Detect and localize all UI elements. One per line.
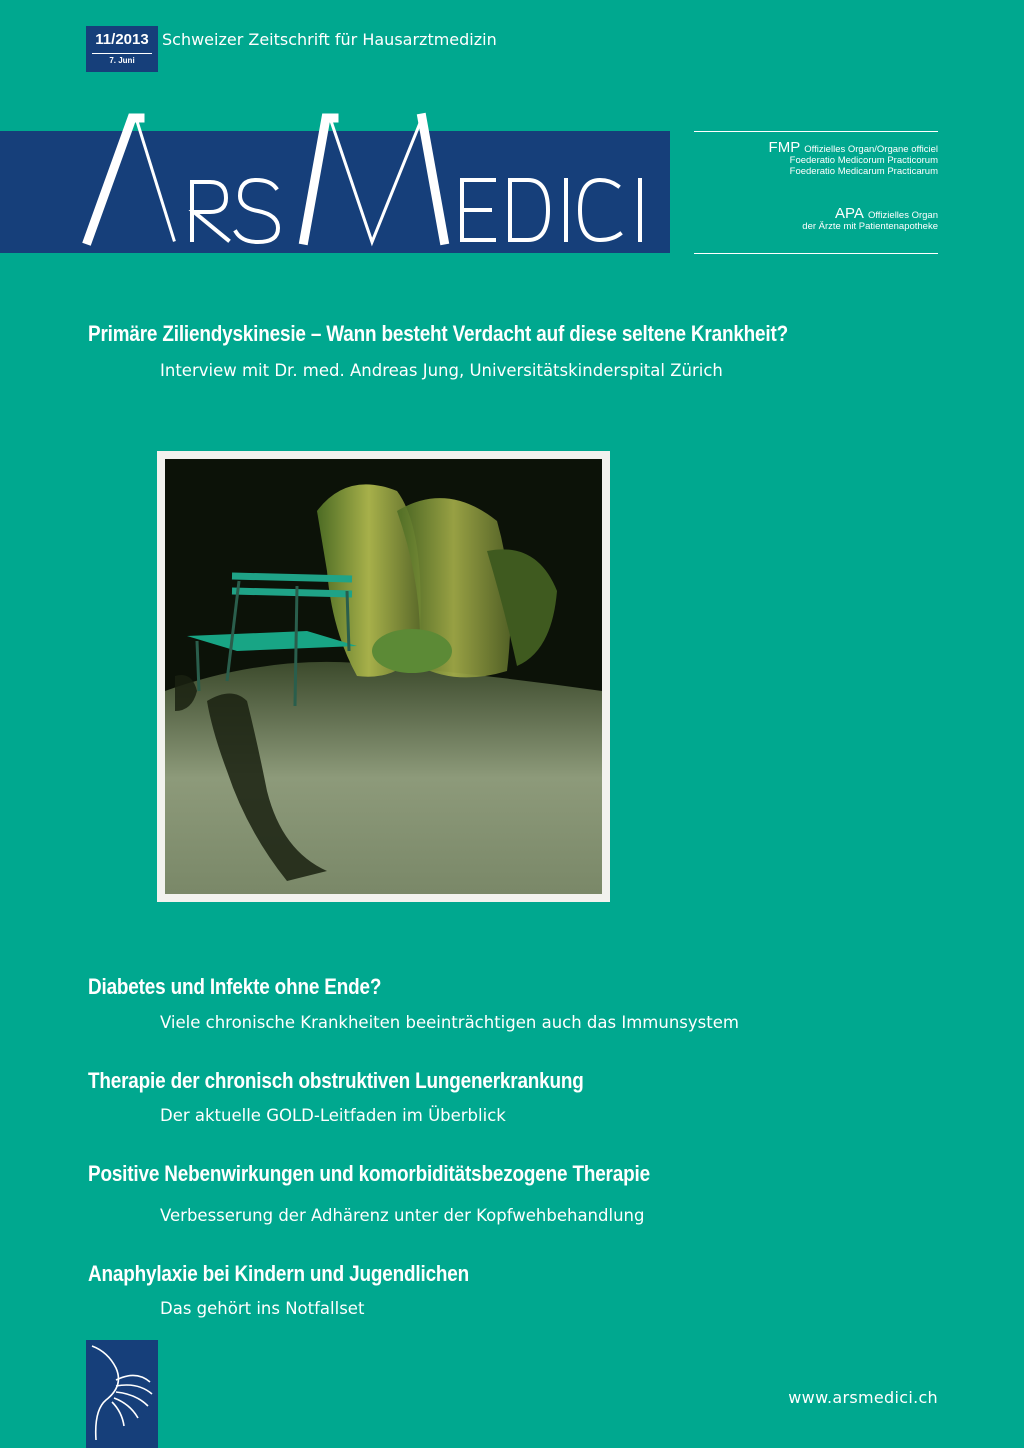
website-link[interactable]: www.arsmedici.ch [788, 1388, 938, 1407]
article-subtitle: Der aktuelle GOLD-Leitfaden im Überblick [160, 1106, 506, 1125]
issue-box [86, 26, 158, 72]
apa-abbr: APA [835, 205, 864, 222]
issue-number: 11/2013 [95, 31, 149, 48]
article-subtitle: Das gehört ins Notfallset [160, 1299, 365, 1318]
issue-date: 7. Juni [109, 56, 135, 65]
article-title: Positive Nebenwirkungen und komorbiditätsbezogene Therapie [88, 1161, 650, 1186]
association-apa [802, 205, 938, 232]
apa-line1: Offizielles Organ [867, 210, 938, 221]
fmp-abbr: FMP [768, 139, 801, 156]
article-title: Anaphylaxie bei Kindern und Jugendlichen [88, 1261, 470, 1286]
park-bench-photo [157, 451, 610, 902]
association-fmp [768, 139, 938, 177]
article-subtitle: Verbesserung der Adhärenz unter der Kopfwehbehandlung [160, 1206, 645, 1225]
article-subtitle: Viele chronische Krankheiten beeinträchtigen auch das Immunsystem [160, 1013, 739, 1032]
issue-divider [92, 53, 152, 54]
fmp-line3: Foederatio Medicarum Practicarum [789, 166, 938, 177]
article-subtitle: Interview mit Dr. med. Andreas Jung, Universitätskinderspital Zürich [160, 361, 723, 380]
article-title: Therapie der chronisch obstruktiven Lungenerkrankung [88, 1068, 584, 1093]
fmp-line2: Foederatio Medicorum Practicorum [789, 155, 938, 166]
article-title: Primäre Ziliendyskinesie – Wann besteht Verdacht auf diese seltene Krankheit? [88, 321, 789, 346]
publisher-logo [86, 1340, 158, 1448]
journal-subtitle: Schweizer Zeitschrift für Hausarztmedizin [162, 30, 497, 49]
cover-photo [157, 451, 610, 902]
article-title: Diabetes und Infekte ohne Ende? [88, 974, 382, 999]
apa-line2: der Ärzte mit Patientenapotheke [802, 221, 938, 232]
fmp-line1: Offizielles Organ/Organe officiel [804, 144, 938, 155]
publisher-logo-icon [86, 1340, 158, 1448]
association-rule-top [694, 131, 938, 132]
association-rule-bottom [694, 253, 938, 254]
journal-title-logo [80, 110, 660, 255]
